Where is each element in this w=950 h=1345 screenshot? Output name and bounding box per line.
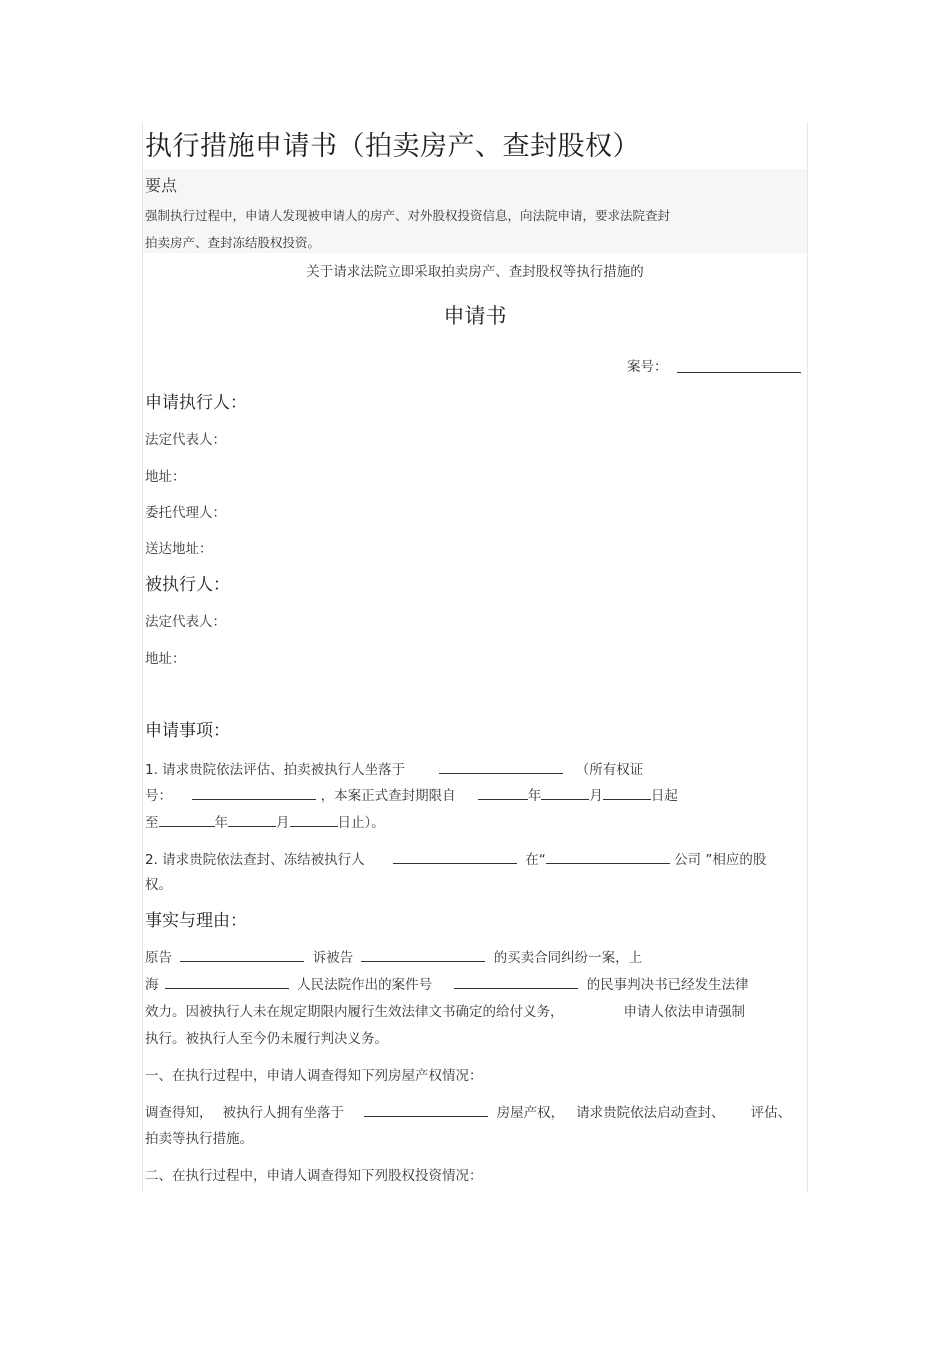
plaintiff-blank[interactable] — [180, 948, 304, 962]
request-item-1-line-1: 1. 请求贵院依法评估、拍卖被执行人坐落于 （所有权证 — [145, 762, 644, 778]
requests-heading: 申请事项： — [145, 721, 230, 741]
document-heading: 申请书 — [443, 304, 507, 328]
facts-line-1: 原告 诉被告 的买卖合同纠纷一案，上 — [145, 950, 643, 966]
case-number-ref-blank[interactable] — [454, 975, 578, 989]
start-day-blank[interactable] — [603, 786, 651, 800]
equity-heading: 二、在执行过程中，申请人调查得知下列股权投资情况： — [145, 1168, 483, 1184]
applicant-address: 地址： — [145, 469, 186, 485]
certificate-number-blank[interactable] — [192, 786, 316, 800]
case-number-label: 案号： — [627, 359, 668, 375]
respondent-legal-rep: 法定代表人： — [145, 614, 226, 630]
applicant-legal-rep: 法定代表人： — [145, 432, 226, 448]
start-year-blank[interactable] — [478, 786, 528, 800]
start-month-blank[interactable] — [541, 786, 589, 800]
facts-line-3: 效力。因被执行人未在规定期限内履行生效法律文书确定的给付义务， 申请人依法申请强制 — [145, 1004, 745, 1020]
applicant-service-address: 送达地址： — [145, 541, 213, 557]
company-name-blank[interactable] — [546, 850, 670, 864]
request-item-1-line-2: 号： ，本案正式查封期限自 年 月 日起 — [145, 788, 678, 804]
house-line-1: 调查得知， 被执行人拥有坐落于 房屋产权， 请求贵院依法启动查封、 评估、 — [145, 1105, 792, 1121]
court-name-blank[interactable] — [165, 975, 289, 989]
facts-line-2: 海 人民法院作出的案件号 的民事判决书已经发生法律 — [145, 977, 749, 993]
request-item-2-line-2: 权。 — [145, 877, 172, 893]
document-page — [142, 122, 808, 1192]
respondent-name-blank[interactable] — [393, 850, 517, 864]
end-month-blank[interactable] — [228, 813, 276, 827]
summary-heading: 要点 — [145, 176, 178, 195]
defendant-blank[interactable] — [361, 948, 485, 962]
request-item-2-line-1: 2. 请求贵院依法查封、冻结被执行人 在“ 公司 ”相应的股 — [145, 852, 767, 868]
house-line-2: 拍卖等执行措施。 — [145, 1131, 253, 1147]
applicant-heading: 申请执行人： — [145, 393, 247, 413]
document-title: 执行措施申请书（拍卖房产、查封股权） — [145, 131, 640, 162]
summary-line-1: 强制执行过程中，申请人发现被申请人的房产、对外股权投资信息，向法院申请，要求法院查封 — [145, 208, 671, 223]
facts-line-4: 执行。被执行人至今仍未履行判决义务。 — [145, 1031, 388, 1047]
facts-heading: 事实与理由： — [145, 911, 247, 931]
property-location-blank[interactable] — [439, 760, 563, 774]
end-year-blank[interactable] — [159, 813, 215, 827]
applicant-agent: 委托代理人： — [145, 505, 226, 521]
respondent-heading: 被执行人： — [145, 575, 230, 595]
end-day-blank[interactable] — [290, 813, 338, 827]
summary-line-2: 拍卖房产、查封冻结股权投资。 — [145, 235, 321, 250]
case-number-blank[interactable] — [677, 372, 801, 373]
request-item-1-line-3: 至 年 月 日止）。 — [145, 815, 385, 831]
respondent-address: 地址： — [145, 651, 186, 667]
house-location-blank[interactable] — [364, 1103, 488, 1117]
house-heading: 一、在执行过程中，申请人调查得知下列房屋产权情况： — [145, 1068, 483, 1084]
document-subtitle: 关于请求法院立即采取拍卖房产、查封股权等执行措施的 — [306, 264, 644, 280]
